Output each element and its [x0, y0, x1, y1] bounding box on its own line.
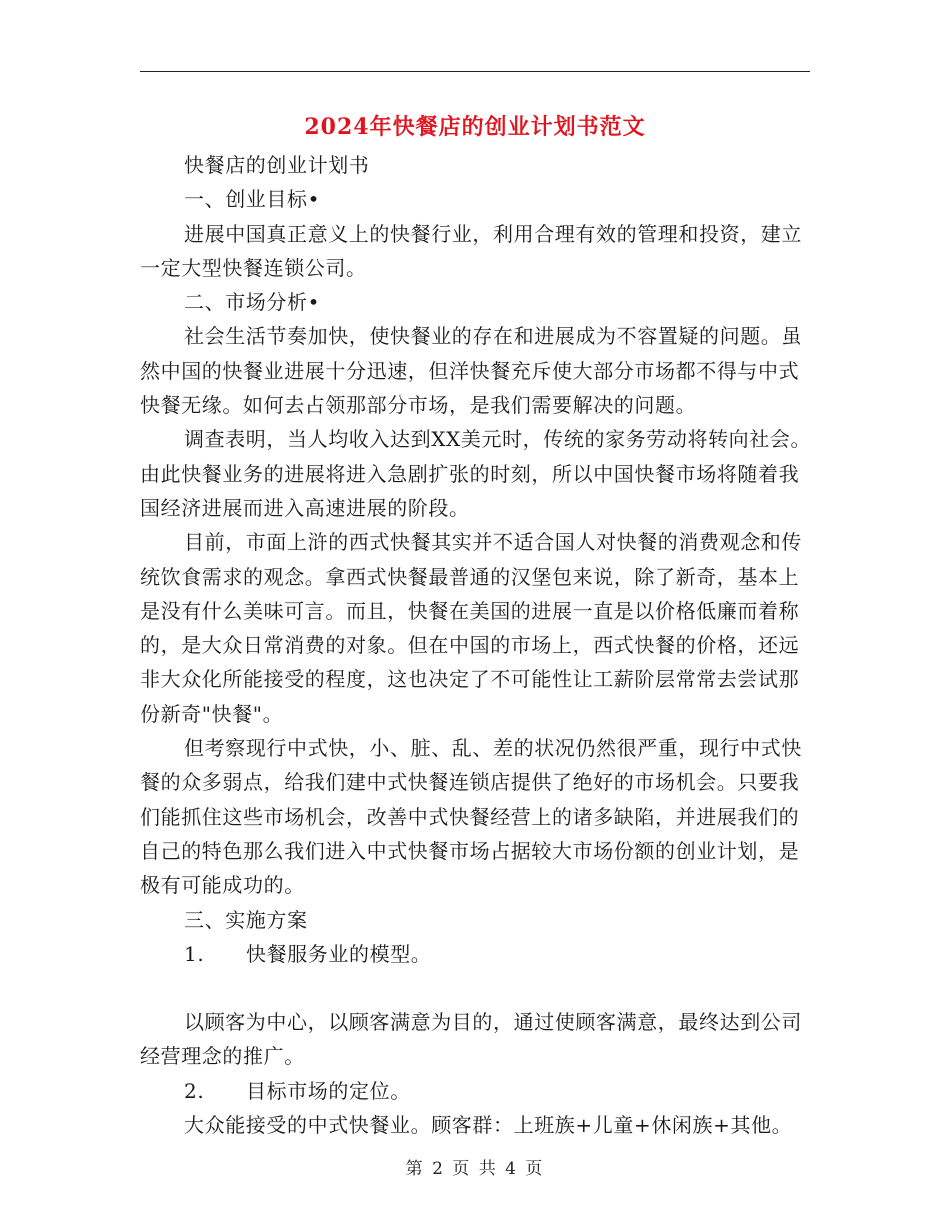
list-item — [140, 937, 812, 971]
section-heading-market: 二、市场分析• — [184, 290, 320, 315]
blank-line — [140, 971, 812, 1005]
document-body — [140, 148, 812, 1142]
paragraph: 调查表明，当人均收入达到XX美元时，传统的家务劳动将转向社会。由此快餐业务的进展将进入急剧扩张的时刻，所以中国快餐市场将随着我国经济进展而进入高速进展的阶段。 — [140, 427, 812, 520]
paragraph: 大众能接受的中式快餐业。顾客群：上班族+儿童+休闲族+其他。 — [184, 1113, 793, 1138]
paragraph: 进展中国真正意义上的快餐行业，利用合理有效的管理和投资，建立一定大型快餐连锁公司。 — [140, 221, 802, 280]
paragraph: 目前，市面上浒的西式快餐其实并不适合国人对快餐的消费观念和传统饮食需求的观念。拿西式快餐最普通的汉堡包来说，除了新奇，基本上是没有什么美味可言。而且，快餐在美国的进展一直是以价格低廉而着称的，是大众日常消费的对象。但在中国的市场上，西式快餐的价格，还远非大众化所能接受的程度，这也决定了不可能性让工薪阶层常常去尝试那份新奇"快餐"。 — [140, 530, 802, 726]
header-rule — [140, 71, 810, 72]
list-text: 快餐服务业的模型。 — [246, 941, 432, 966]
list-number: 1. — [184, 941, 205, 966]
paragraph: 以顾客为中心，以顾客满意为目的，通过使顾客满意，最终达到公司经营理念的推广。 — [140, 1010, 802, 1069]
document-title: 2024年快餐店的创业计划书范文 — [304, 114, 646, 140]
paragraph-subtitle: 快餐店的创业计划书 — [184, 153, 370, 177]
list-text: 目标市场的定位。 — [246, 1078, 411, 1103]
list-item — [140, 1074, 812, 1108]
section-heading-goal: 一、创业目标• — [184, 187, 320, 212]
page-number-footer: 第 2 页 共 4 页 — [405, 1159, 545, 1179]
section-heading-plan: 三、实施方案 — [184, 907, 308, 932]
paragraph: 但考察现行中式快，小、脏、乱、差的状况仍然很严重，现行中式快餐的众多弱点，给我们建中式快餐连锁店提供了绝好的市场机会。只要我们能抓住这些市场机会，改善中式快餐经营上的诸多缺陷，并进展我们的自己的特色那么我们进入中式快餐市场占据较大市场份额的创业计划，是极有可能成功的。 — [140, 736, 802, 898]
paragraph: 社会生活节奏加快，使快餐业的存在和进展成为不容置疑的问题。虽然中国的快餐业进展十分迅速，但洋快餐充斥使大部分市场都不得与中式快餐无缘。如何去占领那部分市场，是我们需要解决的问题。 — [140, 324, 802, 418]
list-number: 2. — [184, 1078, 205, 1103]
